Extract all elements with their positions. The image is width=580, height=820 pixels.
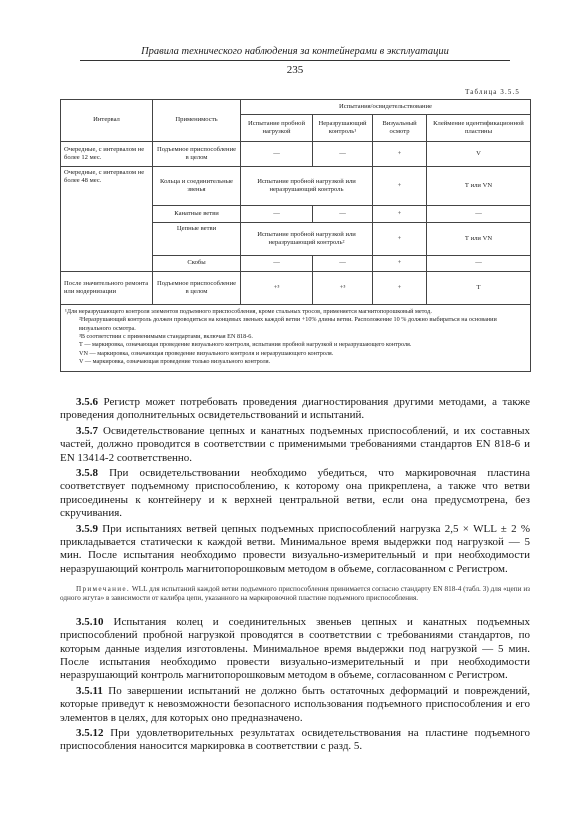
note-paragraph <box>60 585 530 603</box>
cell-marking: Т или VN <box>427 167 531 206</box>
cell-load: — <box>241 256 313 272</box>
table-notes <box>61 305 531 372</box>
table-note: Т — маркировка, означающая проведение визуального контроля, испытания пробной нагрузкой и неразрушающего контроля. <box>79 341 412 349</box>
table-row <box>61 167 531 206</box>
paragraph-3-5-8 <box>60 467 530 521</box>
cell-ndt: — <box>313 206 373 223</box>
paragraph-text: При удовлетворительных результатах освидетельствования на пластине подъемного приспособления наносится маркировка в соответствии с разд. 5. <box>60 726 531 753</box>
cell-applicability: Скобы <box>153 256 241 272</box>
clause-number: 3.5.6 <box>76 396 98 408</box>
table-note: ¹Для неразрушающего контроля элементов подъемного приспособления, кроме стальных тросов, применяется магнитопорошковый метод. <box>65 308 432 315</box>
cell-marking: V <box>427 142 531 167</box>
clause-number: 3.5.7 <box>76 424 98 437</box>
running-header: Правила технического наблюдения за контейнерами в эксплуатации <box>141 46 449 57</box>
cell-interval: После значительного ремонта или модернизации <box>61 272 153 305</box>
cell-visual: + <box>373 206 427 223</box>
paragraph-text: Испытания колец и соединительных звеньев цепных и канатных подъемных приспособлений пробной нагрузкой проводятся в соответствии с требованиями стандартов, по которым данные изделия изготовлены. Минимальное время выдержки под нагрузкой — 5 мин. После испытания необходимо провести визуально-измерительный и при необходимости неразрушающий контроль магнитопорошковым методом в объеме, согласованном с Регистром. <box>60 615 531 682</box>
col-header-ndt: Неразрушающий контроль¹ <box>313 115 373 142</box>
cell-visual: + <box>373 167 427 206</box>
cell-ndt: — <box>313 256 373 272</box>
note-text: WLL для испытаний каждой ветви подъемного приспособления принимается согласно стандарту EN 818-4 (табл. 3) для «цепи из одного жгута» в зависимости от калибра цепи, указанного на маркировочной пластине подъемного приспособления. <box>60 585 530 603</box>
cell-load-or-ndt: Испытание пробной нагрузкой или неразрушающий контроль² <box>241 223 373 256</box>
cell-applicability: Кольца и соединительные звенья <box>153 167 241 206</box>
clause-number: 3.5.9 <box>76 522 98 535</box>
inspection-table-container <box>60 99 530 372</box>
page-number: 235 <box>286 64 304 76</box>
paragraph-3-5-10 <box>60 616 530 683</box>
paragraph-3-5-12 <box>60 727 530 754</box>
cell-ndt: +³ <box>313 272 373 305</box>
cell-load: — <box>241 142 313 167</box>
clause-number: 3.5.12 <box>76 726 104 739</box>
table-header-row <box>61 100 531 115</box>
table-row <box>61 142 531 167</box>
header-rule <box>80 60 510 61</box>
inspection-table <box>60 99 531 372</box>
cell-applicability: Цепные ветви <box>153 223 241 256</box>
cell-ndt: — <box>313 142 373 167</box>
col-header-load-test: Испытание пробной нагрузкой <box>241 115 313 142</box>
clause-number: 3.5.10 <box>76 615 104 628</box>
table-caption: Таблица 3.5.5 <box>465 89 520 96</box>
paragraph-3-5-11 <box>60 685 530 725</box>
cell-applicability: Подъемное приспособление в целом <box>153 142 241 167</box>
table-note: VN — маркировка, означающая проведение визуального контроля и неразрушающего контроля. <box>79 349 334 357</box>
cell-marking: Т <box>427 272 531 305</box>
col-header-tests-group: Испытания/освидетельствование <box>241 100 531 115</box>
clause-number: 3.5.11 <box>76 684 103 697</box>
cell-load: +³ <box>241 272 313 305</box>
note-label: Примечание. <box>76 585 130 594</box>
cell-load-or-ndt: Испытание пробной нагрузкой или неразрушающий контроль <box>241 167 373 206</box>
table-row <box>61 272 531 305</box>
paragraph-text: При испытаниях ветвей цепных подъемных приспособлений нагрузка 2,5 × WLL ± 2 % прикладывается статически к каждой ветви. Минимальное время выдержки под нагрузкой — 5 мин. После испытания необходимо провести визуально-измерительный и при необходимости неразрушающий контроль магнитопорошковым методом в объеме, согласованном с Регистром. <box>60 522 530 575</box>
paragraph-text: Регистр может потребовать проведения диагностирования другими методами, а также проведения дополнительных освидетельствований и испытаний. <box>60 396 530 422</box>
table-note: V — маркировка, означающая проведение только визуального контроля. <box>79 358 271 366</box>
cell-interval: Очередные, с интервалом не более 12 мес. <box>61 142 153 167</box>
paragraph-text: Освидетельствование цепных и канатных подъемных приспособлений, и их составных частей, должно проводится в соответствии с применимыми требованиями стандартов EN 818-6 и EN 13414-2 соответственно. <box>60 424 531 464</box>
cell-visual: + <box>373 223 427 256</box>
paragraph-text: При освидетельствовании необходимо убедиться, что маркировочная пластина соответствует подъемному приспособлению, к которому она прикреплена, а также что ветви присоединены к контейнеру и к верхней центральной ветви, если она предусмотрена, без скручивания. <box>60 467 530 520</box>
clause-number: 3.5.8 <box>76 467 98 480</box>
paragraph-3-5-7 <box>60 425 530 465</box>
cell-marking: — <box>427 206 531 223</box>
table-notes-row <box>61 305 531 372</box>
cell-visual: + <box>373 272 427 305</box>
col-header-marking: Клеймение идентификационной пластины <box>427 115 531 142</box>
cell-interval: Очередные, с интервалом не более 48 мес. <box>61 167 153 272</box>
col-header-interval: Интервал <box>61 100 153 142</box>
cell-load: — <box>241 206 313 223</box>
paragraph-3-5-6 <box>60 396 530 423</box>
cell-visual: + <box>373 256 427 272</box>
table-note: ²Неразрушающий контроль должен проводиться на концевых звеньях каждой ветви +10% длины ветви. Расположение 10 % должно выбираться на основании визуального осмотра. <box>79 316 497 332</box>
cell-marking: Т или VN <box>427 223 531 256</box>
cell-applicability: Канатные ветви <box>153 206 241 223</box>
table-note: ³В соответствии с применимыми стандартами, включая EN 818-6. <box>79 333 253 341</box>
cell-marking: — <box>427 256 531 272</box>
col-header-applicability: Применимость <box>153 100 241 142</box>
cell-visual: + <box>373 142 427 167</box>
paragraph-3-5-9 <box>60 523 530 577</box>
col-header-visual: Визуальный осмотр <box>373 115 427 142</box>
body-text <box>60 396 530 756</box>
paragraph-text: По завершении испытаний не должно быть остаточных деформаций и повреждений, которые приведут к невозможности безопасного использования подъемного приспособления и его элементов в целях, для которых оно предназначено. <box>60 684 531 724</box>
cell-applicability: Подъемное приспособление в целом <box>153 272 241 305</box>
